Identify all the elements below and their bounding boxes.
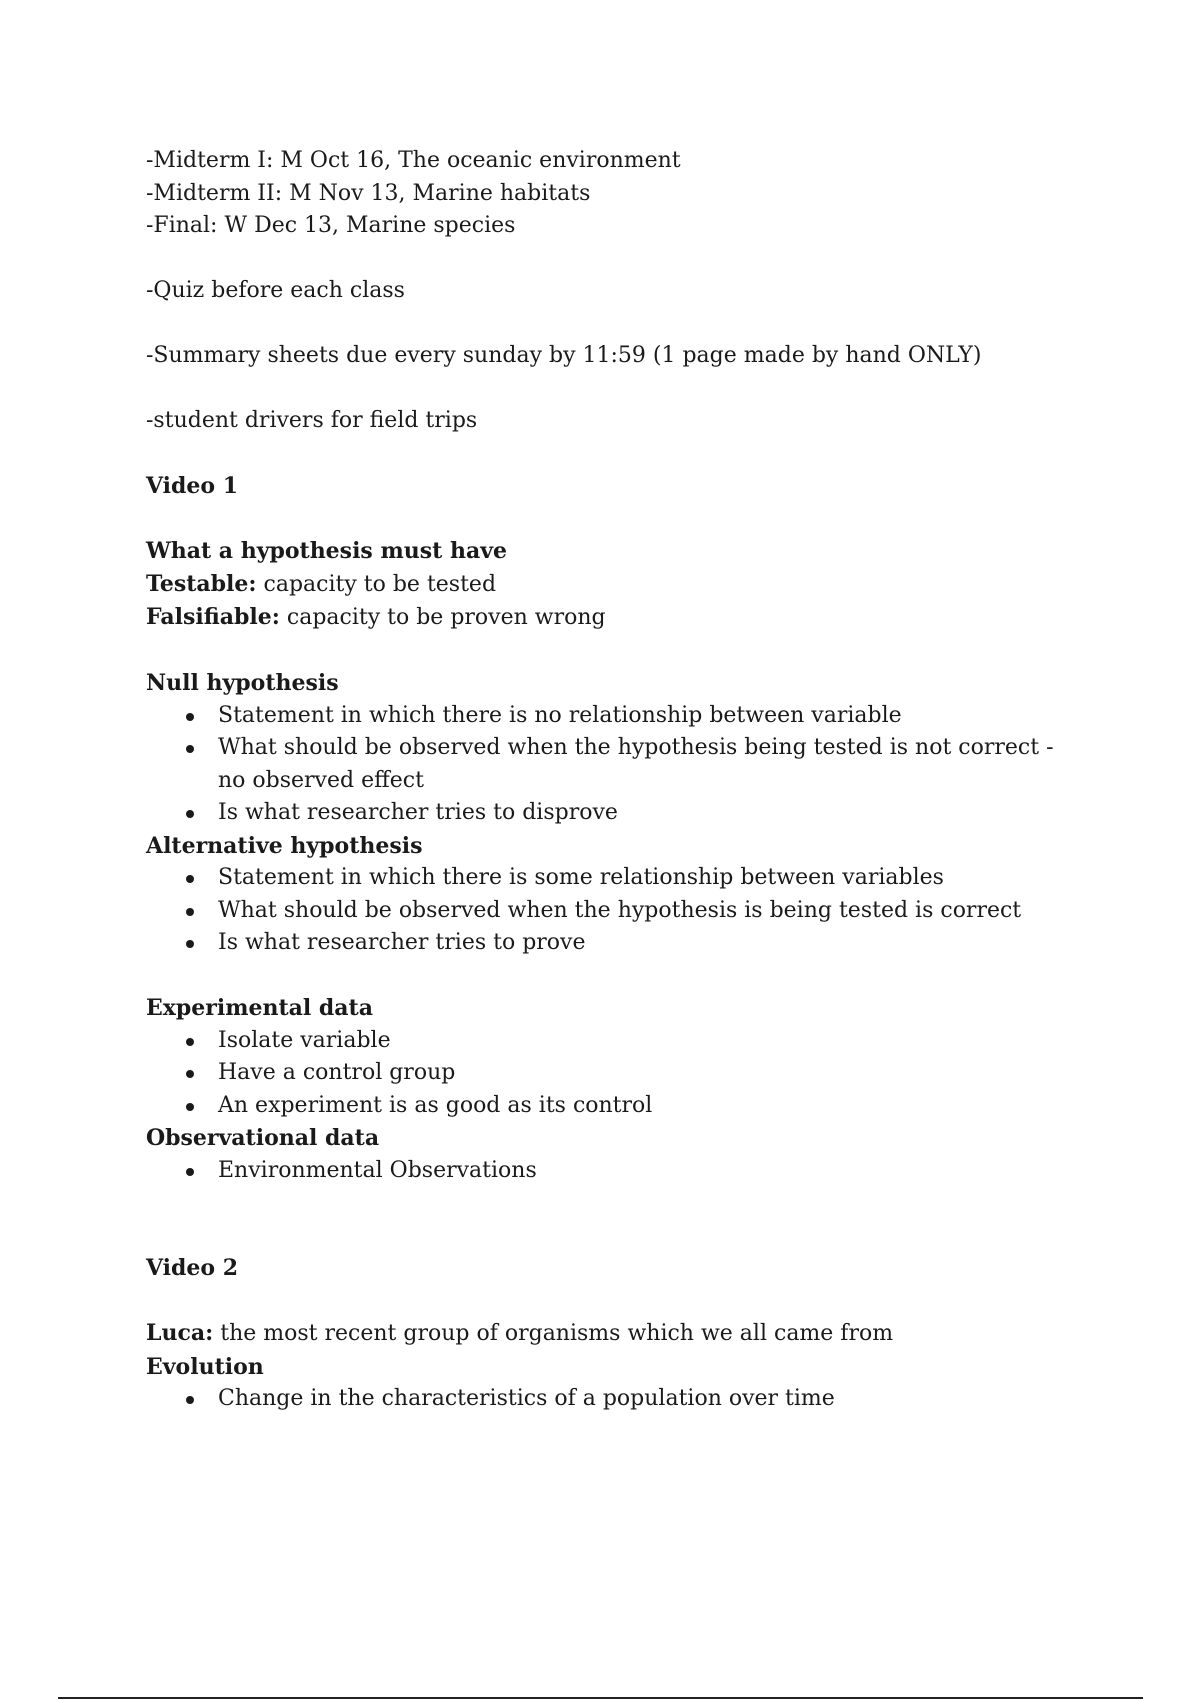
- luca-definition: [146, 1317, 1086, 1351]
- falsifiable-text: capacity to be proven wrong: [279, 605, 606, 630]
- list-item: Statement in which there is no relationship between variable: [218, 700, 1086, 733]
- video-1-heading: Video 1: [146, 473, 239, 499]
- observational-data-heading: Observational data: [146, 1125, 380, 1151]
- quiz-line: -Quiz before each class: [146, 278, 405, 303]
- alternative-hypothesis-list: [146, 862, 1086, 960]
- evolution-list: [146, 1383, 1086, 1416]
- testable-definition: [146, 568, 1086, 602]
- list-item: An experiment is as good as its control: [218, 1090, 1086, 1123]
- list-item: What should be observed when the hypothesis being tested is not correct - no observed effect: [218, 732, 1086, 797]
- null-hypothesis-heading: Null hypothesis: [146, 670, 339, 696]
- hypothesis-requirements-heading: What a hypothesis must have: [146, 538, 507, 564]
- falsifiable-label: Falsifiable:: [146, 604, 280, 630]
- list-item: Environmental Observations: [218, 1155, 1086, 1188]
- testable-text: capacity to be tested: [256, 571, 497, 597]
- luca-label: Luca:: [146, 1320, 214, 1346]
- experimental-data-heading: Experimental data: [146, 995, 373, 1021]
- luca-text: the most recent group of organisms which we all came from: [213, 1321, 894, 1346]
- list-item: Statement in which there is some relationship between variables: [218, 862, 1086, 895]
- bottom-divider: [58, 1697, 1143, 1699]
- observational-data-list: [146, 1155, 1086, 1188]
- falsifiable-definition: [146, 601, 1086, 635]
- drivers-line: -student drivers for field trips: [146, 408, 478, 433]
- list-item: Is what researcher tries to prove: [218, 927, 1086, 960]
- list-item: What should be observed when the hypothesis is being tested is correct: [218, 895, 1086, 928]
- notes-page: [146, 145, 1086, 1416]
- evolution-heading: Evolution: [146, 1353, 264, 1380]
- midterm-2-line: -Midterm II: M Nov 13, Marine habitats: [146, 180, 591, 206]
- testable-label: Testable:: [146, 570, 257, 597]
- list-item: Isolate variable: [218, 1025, 1086, 1058]
- alternative-hypothesis-heading: Alternative hypothesis: [146, 832, 423, 859]
- midterm-1-line: -Midterm I: M Oct 16, The oceanic environment: [146, 148, 681, 173]
- video-2-heading: Video 2: [146, 1255, 239, 1281]
- summary-line: -Summary sheets due every sunday by 11:59 (1 page made by hand ONLY): [146, 343, 982, 368]
- null-hypothesis-list: [146, 700, 1086, 830]
- list-item: Have a control group: [218, 1057, 1086, 1090]
- list-item: Change in the characteristics of a population over time: [218, 1383, 1086, 1416]
- final-line: -Final: W Dec 13, Marine species: [146, 213, 516, 238]
- experimental-data-list: [146, 1025, 1086, 1123]
- list-item: Is what researcher tries to disprove: [218, 797, 1086, 830]
